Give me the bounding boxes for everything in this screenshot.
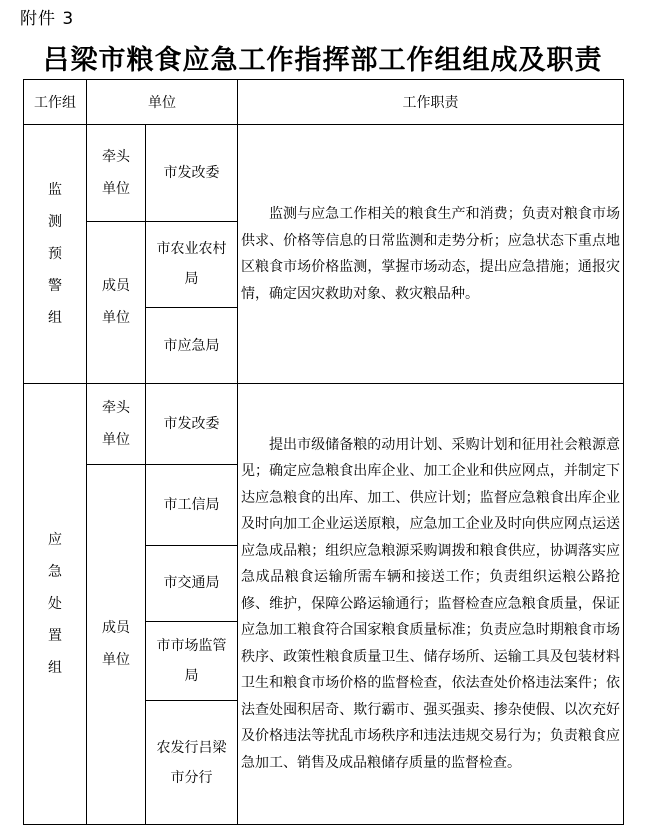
header-unit: 单位: [87, 80, 238, 125]
duty-cell: 提出市级储备粮的动用计划、采购计划和征用社会粮源意见；确定应急粮食出库企业、加工企业和供应网点，并制定下达应急粮食的出库、加工、供应计划；监督应急粮食出库企业及时向加工企业运送原粮，应急加工企业及时向供应网点运送应急成品粮；组织应急粮源采购调拨和粮食供应，协调落实应急成品粮食运输所需车辆和接送工作；负责组织运粮公路抢修、维护，保障公路运输通行；监督检查应急粮食质量，保证应急加工粮食符合国家粮食质量标准；负责应急时期粮食市场秩序、政策性粮食质量卫生、储存场所、运输工具及包装材料卫生和粮食市场价格的监督检查，依法查处价格违法案件；依法查处囤积居奇、欺行霸市、强买强卖、掺杂使假、以次充好及价格违法等扰乱市场秩序和违法违规交易行为；负责粮食应急加工、销售及成品粮储存质量的监督检查。: [238, 384, 624, 825]
unit-cell: 市农业农村 局: [146, 221, 238, 307]
unit-cell: 市发改委: [146, 125, 238, 221]
group-name-emergency: 应 急 处 置 组: [24, 384, 87, 825]
responsibility-table: [23, 79, 624, 825]
unit-cell: 市工信局: [146, 464, 238, 545]
lead-role-label: 牵头 单位: [87, 384, 146, 464]
table-row: [24, 125, 624, 221]
member-role-label: 成员 单位: [87, 221, 146, 384]
duty-cell: 监测与应急工作相关的粮食生产和消费；负责对粮食市场供求、价格等信息的日常监测和走势分析；应急状态下重点地区粮食市场价格监测，掌握市场动态，提出应急措施；通报灾情，确定因灾救助对象、救灾粮品种。: [238, 125, 624, 384]
header-group: 工作组: [24, 80, 87, 125]
attachment-label: 附件 3: [20, 9, 75, 29]
unit-cell: 市应急局: [146, 307, 238, 383]
unit-cell: 市交通局: [146, 545, 238, 621]
table-row: [24, 384, 624, 464]
header-duty: 工作职责: [238, 80, 624, 125]
member-role-label: 成员 单位: [87, 464, 146, 825]
unit-cell: 市发改委: [146, 384, 238, 464]
unit-cell: 市市场监管 局: [146, 622, 238, 701]
lead-role-label: 牵头 单位: [87, 125, 146, 221]
header-row: [24, 80, 624, 125]
unit-cell: 农发行吕梁 市分行: [146, 701, 238, 825]
page-title: 吕梁市粮食应急工作指挥部工作组组成及职责: [42, 45, 603, 76]
group-name-monitoring: 监 测 预 警 组: [24, 125, 87, 384]
